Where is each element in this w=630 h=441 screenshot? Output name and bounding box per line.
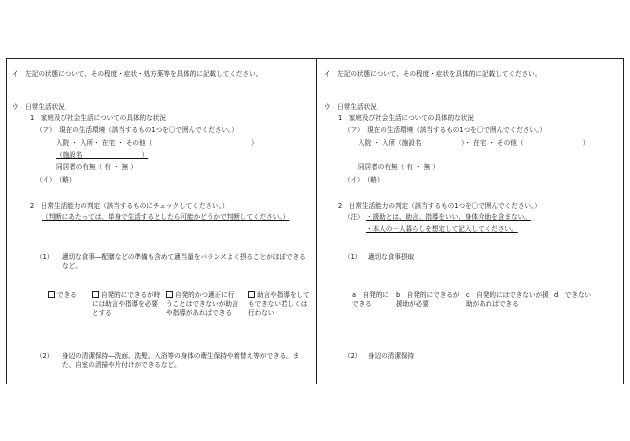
top-border [6,58,624,59]
center-divider [316,58,317,384]
left-sub1: 1 家庭及び社会生活についての具体的な状況 [30,114,166,122]
left-meal-text: 適切な食事―配膳などの準備も含めて適当量をバランスよく摂ることがほぼできるなど。 [62,253,306,270]
left-clean-text: 身辺の清潔保持―洗面、洗髪、入浴等の身体の衛生保持や着替え等ができる。また、自室の清掃や片付けができるなど。 [62,352,300,369]
left-cohabitant: 同居者の有無（ 有 ・ 無 ） [56,163,137,171]
left-option-4[interactable] [248,291,312,318]
right-places: 入院 ・ 入所（施設名 ）・ 在宅 ・ その他（ ） [358,139,590,147]
checkbox[interactable] [92,291,99,298]
left-clean-number: （2） [36,352,54,360]
right-option-d[interactable]: d できない [554,291,592,299]
option-4-label: 助言や指導をしてもできない若しくは行わない [248,291,310,317]
left-sub2: 2 日常生活能力の判定（該当するものにチェックしてください。） [30,202,229,210]
right-option-a[interactable]: a 自発的にできる [352,291,390,308]
right-clean-text: 身辺の清潔保持 [368,352,415,360]
left-meal-number: （1） [36,253,54,261]
option-1-label: できる [57,291,77,299]
left-sub1-i: （イ） （略） [36,176,76,184]
right-clean-number: （2） [344,352,362,360]
right-note-label: （注） [344,213,364,221]
right-note-1: ・援助とは、助言、指導をいい、身体介助を含まない。 [366,213,531,221]
right-option-c[interactable]: c 自発的にはできないが援助があればできる [466,291,549,308]
left-option-3[interactable] [166,291,240,318]
right-sub1: 1 家庭及び社会生活についての具体的な状況 [338,114,474,122]
right-meal-text: 適切な食事摂取 [368,253,415,261]
right-border [623,58,624,384]
right-item-i: イ 左記の状態について、その程度・症状を具体的に記載してください。 [324,70,542,78]
left-places: 入院 ・ 入所・ 在宅 ・ その他（ ） [56,139,258,147]
right-section-u: ウ 日常生活状況 [324,103,377,111]
checkbox[interactable] [248,291,255,298]
right-sub1-i: （イ） （略） [344,176,384,184]
left-judge-note: （判断にあたっては、単身で生活するとしたら可能かどうかで判断してください。） [42,213,290,221]
checkbox[interactable] [166,291,173,298]
right-cohabitant: 同居者の有無（ 有 ・ 無 ） [358,163,439,171]
right-meal-number: （1） [344,253,362,261]
right-option-b[interactable]: b 自発的にできるが援助が必要 [396,291,460,308]
left-item-i: イ 左記の状態について、その程度・症状・処方薬等を具体的に記載してください。 [12,70,263,78]
left-border [6,58,7,384]
right-note-2: ・本人の一人暮らしを想定して記入してください。 [366,225,518,233]
left-sub1-a: （ア） 現在の生活環境（該当するもの1つを〇で囲んでください。） [36,126,238,134]
left-option-1[interactable] [48,291,77,300]
left-facility: （施設名 ） [56,151,149,159]
left-section-u: ウ 日常生活状況 [12,103,65,111]
option-2-label: 自発的にできるが時には助言や指導を必要とする [92,291,161,317]
right-sub1-a: （ア） 現在の生活環境（該当するもの1つを〇で囲んでください。） [344,126,546,134]
option-3-label: 自発的かつ適正に行うことはできないが助言や指導があればできる [166,291,239,317]
checkbox[interactable] [48,291,55,298]
right-sub2: 2 日常生活能力の判定（該当するもの1つを〇で囲んでください。） [338,202,541,210]
left-option-2[interactable] [92,291,162,318]
